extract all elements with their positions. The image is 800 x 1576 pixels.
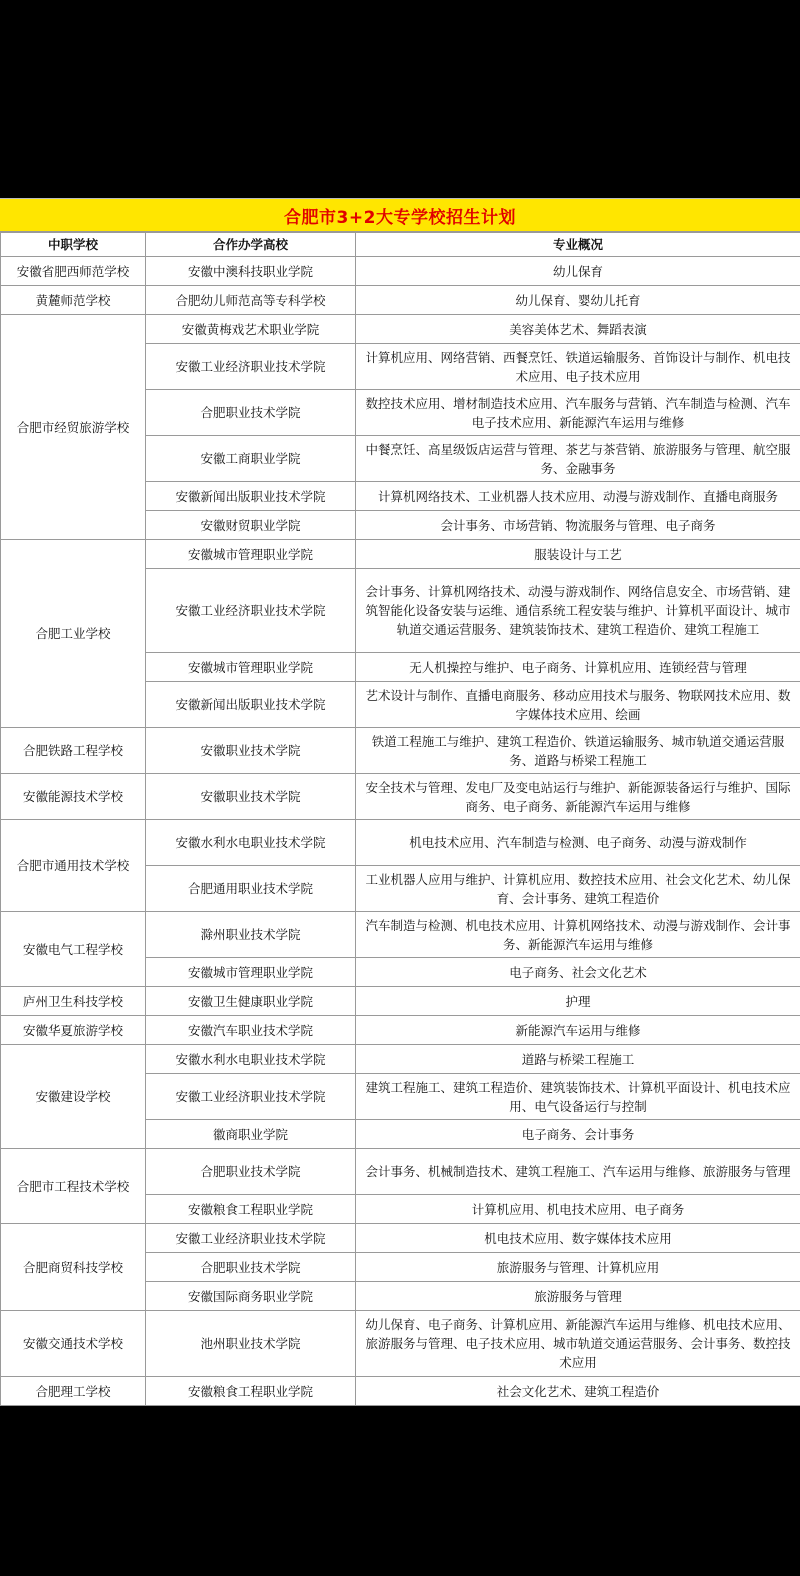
partner-college: 安徽城市管理职业学院	[146, 958, 356, 987]
majors-cell: 会计事务、机械制造技术、建筑工程施工、汽车运用与维修、旅游服务与管理	[356, 1149, 800, 1195]
table-row	[1, 774, 800, 820]
majors-cell: 机电技术应用、汽车制造与检测、电子商务、动漫与游戏制作	[356, 820, 800, 866]
majors-cell: 幼儿保育	[356, 257, 800, 286]
partner-college: 合肥通用职业技术学院	[146, 866, 356, 912]
partner-college: 安徽工业经济职业技术学院	[146, 569, 356, 653]
school-name: 安徽能源技术学校	[1, 774, 146, 820]
header-partner: 合作办学高校	[146, 233, 356, 257]
majors-cell: 美容美体艺术、舞蹈表演	[356, 315, 800, 344]
school-name: 安徽交通技术学校	[1, 1311, 146, 1377]
partner-college: 合肥职业技术学院	[146, 390, 356, 436]
table-row	[1, 286, 800, 315]
table-row	[1, 912, 800, 958]
school-name: 黄麓师范学校	[1, 286, 146, 315]
majors-cell: 艺术设计与制作、直播电商服务、移动应用技术与服务、物联网技术应用、数字媒体技术应用、绘画	[356, 682, 800, 728]
school-name: 安徽建设学校	[1, 1045, 146, 1149]
majors-cell: 计算机应用、网络营销、西餐烹饪、铁道运输服务、首饰设计与制作、机电技术应用、电子技术应用	[356, 344, 800, 390]
majors-cell: 工业机器人应用与维护、计算机应用、数控技术应用、社会文化艺术、幼儿保育、会计事务、建筑工程造价	[356, 866, 800, 912]
majors-cell: 会计事务、计算机网络技术、动漫与游戏制作、网络信息安全、市场营销、建筑智能化设备安装与运维、通信系统工程安装与维护、计算机平面设计、城市轨道交通运营服务、建筑装饰技术、建筑工程造价、建筑工程施工	[356, 569, 800, 653]
majors-cell: 道路与桥梁工程施工	[356, 1045, 800, 1074]
header-majors: 专业概况	[356, 233, 800, 257]
majors-cell: 服装设计与工艺	[356, 540, 800, 569]
majors-cell: 机电技术应用、数字媒体技术应用	[356, 1224, 800, 1253]
school-name: 合肥商贸科技学校	[1, 1224, 146, 1311]
partner-college: 徽商职业学院	[146, 1120, 356, 1149]
majors-cell: 幼儿保育、婴幼儿托育	[356, 286, 800, 315]
partner-college: 安徽粮食工程职业学院	[146, 1377, 356, 1406]
majors-cell: 旅游服务与管理	[356, 1282, 800, 1311]
partner-college: 安徽工业经济职业技术学院	[146, 1224, 356, 1253]
school-name: 合肥市通用技术学校	[1, 820, 146, 912]
partner-college: 安徽职业技术学院	[146, 728, 356, 774]
majors-cell: 旅游服务与管理、计算机应用	[356, 1253, 800, 1282]
table-row	[1, 1377, 800, 1406]
page-title: 合肥市3+2大专学校招生计划	[0, 198, 800, 232]
partner-college: 池州职业技术学院	[146, 1311, 356, 1377]
table-row	[1, 257, 800, 286]
partner-college: 安徽新闻出版职业技术学院	[146, 482, 356, 511]
partner-college: 安徽国际商务职业学院	[146, 1282, 356, 1311]
table-row	[1, 1311, 800, 1377]
school-name: 安徽电气工程学校	[1, 912, 146, 987]
partner-college: 安徽卫生健康职业学院	[146, 987, 356, 1016]
table-row	[1, 1224, 800, 1253]
partner-college: 安徽城市管理职业学院	[146, 653, 356, 682]
partner-college: 合肥职业技术学院	[146, 1253, 356, 1282]
majors-cell: 护理	[356, 987, 800, 1016]
majors-cell: 铁道工程施工与维护、建筑工程造价、铁道运输服务、城市轨道交通运营服务、道路与桥梁工程施工	[356, 728, 800, 774]
partner-college: 安徽财贸职业学院	[146, 511, 356, 540]
majors-cell: 安全技术与管理、发电厂及变电站运行与维护、新能源装备运行与维护、国际商务、电子商务、新能源汽车运用与维修	[356, 774, 800, 820]
majors-cell: 建筑工程施工、建筑工程造价、建筑装饰技术、计算机平面设计、机电技术应用、电气设备运行与控制	[356, 1074, 800, 1120]
header-school: 中职学校	[1, 233, 146, 257]
partner-college: 安徽黄梅戏艺术职业学院	[146, 315, 356, 344]
table-row	[1, 1149, 800, 1195]
partner-college: 合肥职业技术学院	[146, 1149, 356, 1195]
table-row	[1, 820, 800, 866]
majors-cell: 汽车制造与检测、机电技术应用、计算机网络技术、动漫与游戏制作、会计事务、新能源汽车运用与维修	[356, 912, 800, 958]
table-row	[1, 728, 800, 774]
partner-college: 安徽水利水电职业技术学院	[146, 820, 356, 866]
partner-college: 安徽工商职业学院	[146, 436, 356, 482]
majors-cell: 数控技术应用、增材制造技术应用、汽车服务与营销、汽车制造与检测、汽车电子技术应用、新能源汽车运用与维修	[356, 390, 800, 436]
majors-cell: 计算机网络技术、工业机器人技术应用、动漫与游戏制作、直播电商服务	[356, 482, 800, 511]
enrollment-table	[0, 232, 800, 1406]
table-row	[1, 315, 800, 344]
partner-college: 安徽城市管理职业学院	[146, 540, 356, 569]
partner-college: 安徽中澳科技职业学院	[146, 257, 356, 286]
partner-college: 安徽工业经济职业技术学院	[146, 344, 356, 390]
majors-cell: 会计事务、市场营销、物流服务与管理、电子商务	[356, 511, 800, 540]
partner-college: 安徽工业经济职业技术学院	[146, 1074, 356, 1120]
partner-college: 滁州职业技术学院	[146, 912, 356, 958]
school-name: 合肥理工学校	[1, 1377, 146, 1406]
majors-cell: 电子商务、会计事务	[356, 1120, 800, 1149]
majors-cell: 幼儿保育、电子商务、计算机应用、新能源汽车运用与维修、机电技术应用、旅游服务与管理、电子技术应用、城市轨道交通运营服务、会计事务、数控技术应用	[356, 1311, 800, 1377]
school-name: 合肥市工程技术学校	[1, 1149, 146, 1224]
school-name: 合肥铁路工程学校	[1, 728, 146, 774]
school-name: 合肥工业学校	[1, 540, 146, 728]
partner-college: 安徽新闻出版职业技术学院	[146, 682, 356, 728]
partner-college: 安徽汽车职业技术学院	[146, 1016, 356, 1045]
header-row	[1, 233, 800, 257]
table-row	[1, 1045, 800, 1074]
school-name: 庐州卫生科技学校	[1, 987, 146, 1016]
partner-college: 安徽职业技术学院	[146, 774, 356, 820]
school-name: 安徽华夏旅游学校	[1, 1016, 146, 1045]
school-name: 安徽省肥西师范学校	[1, 257, 146, 286]
table-row	[1, 540, 800, 569]
majors-cell: 计算机应用、机电技术应用、电子商务	[356, 1195, 800, 1224]
majors-cell: 中餐烹饪、高星级饭店运营与管理、茶艺与茶营销、旅游服务与管理、航空服务、金融事务	[356, 436, 800, 482]
partner-college: 安徽水利水电职业技术学院	[146, 1045, 356, 1074]
majors-cell: 电子商务、社会文化艺术	[356, 958, 800, 987]
table-row	[1, 1016, 800, 1045]
school-name: 合肥市经贸旅游学校	[1, 315, 146, 540]
partner-college: 合肥幼儿师范高等专科学校	[146, 286, 356, 315]
partner-college: 安徽粮食工程职业学院	[146, 1195, 356, 1224]
majors-cell: 无人机操控与维护、电子商务、计算机应用、连锁经营与管理	[356, 653, 800, 682]
majors-cell: 新能源汽车运用与维修	[356, 1016, 800, 1045]
majors-cell: 社会文化艺术、建筑工程造价	[356, 1377, 800, 1406]
table-row	[1, 987, 800, 1016]
